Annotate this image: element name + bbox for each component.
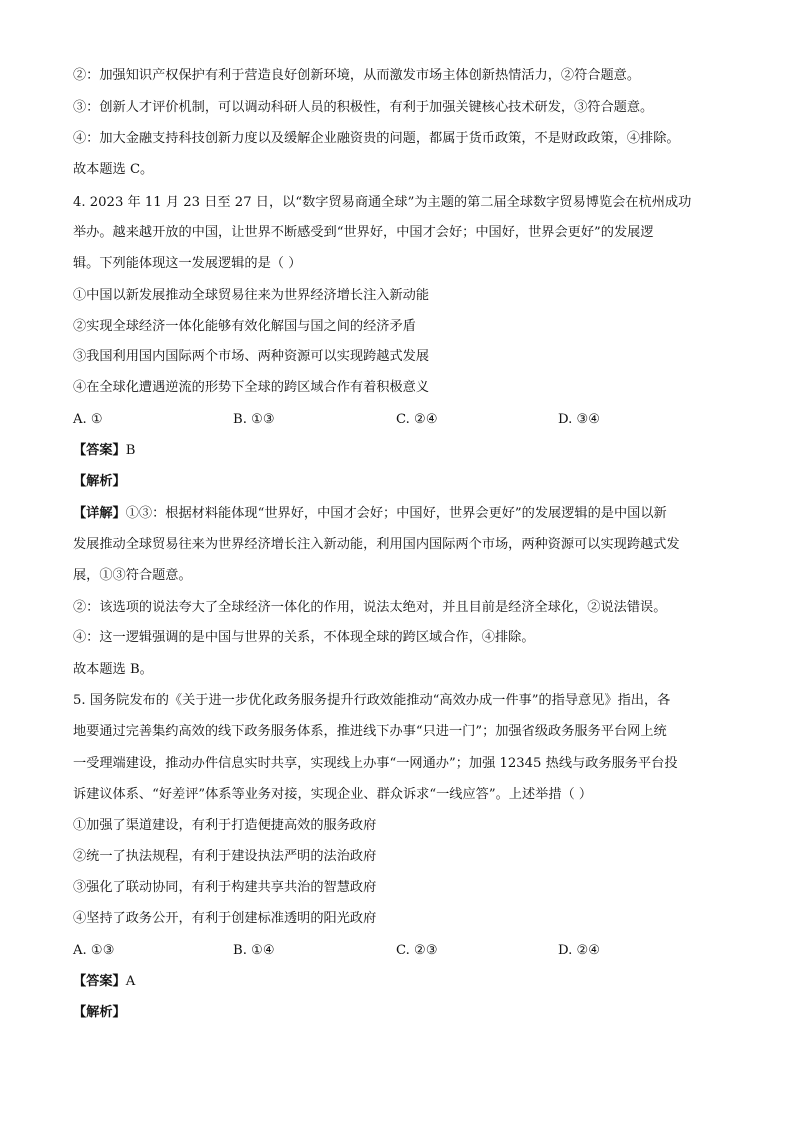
q4-stem-line-1: 4. 2023 年 11 月 23 日至 27 日，以“数字贸易商通全球”为主题的第二届全球数字贸易博览会在杭州成功 [73, 195, 692, 210]
q4-detail-line-2: 发展推动全球贸易往来为世界经济增长注入新动能，利用国内国际两个市场，两种资源可以实现跨越式发 [73, 537, 680, 552]
q4-detail-line-5: ④：这一逻辑强调的是中国与世界的关系，不体现全球的跨区域合作，④排除。 [73, 630, 535, 645]
q5-answer-line [73, 973, 734, 991]
q5-option-a: A. ①③ [73, 943, 115, 958]
q4-answer-line [73, 442, 734, 460]
q5-answer-tag: 【答案】 [73, 974, 126, 989]
q4-conclusion: 故本题选 B。 [73, 662, 153, 677]
q5-stem-line-1: 5. 国务院发布的《关于进一步优化政务服务提升行政效能推动“高效办成一件事”的指导意见》指出，各 [73, 693, 671, 708]
q4-detail-line-4: ②：该选项的说法夸大了全球经济一体化的作用，说法太绝对，并且目前是经济全球化，②说法错误。 [73, 600, 667, 615]
q4-statement-1: ①中国以新发展推动全球贸易往来为世界经济增长注入新动能 [73, 288, 430, 303]
q4-statement-2: ②实现全球经济一体化能够有效化解国与国之间的经济矛盾 [73, 319, 416, 334]
q5-statement-2: ②统一了执法规程，有利于建设执法严明的法治政府 [73, 849, 377, 864]
q4-answer-value: B [125, 443, 136, 458]
q4-option-a: A. ① [73, 412, 103, 427]
q5-option-b: B. ①④ [233, 943, 275, 958]
q4-option-b: B. ①③ [233, 412, 275, 427]
prev-conclusion: 故本题选 C。 [73, 162, 154, 177]
q5-statement-4: ④坚持了政务公开，有利于创建标准透明的阳光政府 [73, 911, 377, 926]
q4-detail-tag: 【详解】 [73, 506, 126, 521]
prev-analysis-line-4: ④：加大金融支持科技创新力度以及缓解企业融资贵的问题，都属于货币政策，不是财政政策，④排除。 [73, 131, 680, 146]
q4-statement-3: ③我国利用国内国际两个市场、两种资源可以实现跨越式发展 [73, 349, 430, 364]
q5-statement-1: ①加强了渠道建设，有利于打造便捷高效的服务政府 [73, 818, 377, 833]
q4-statement-4: ④在全球化遭遇逆流的形势下全球的跨区域合作有着积极意义 [73, 380, 430, 395]
prev-analysis-line-2: ②：加强知识产权保护有利于营造良好创新环境，从而激发市场主体创新热情活力，②符合题意。 [73, 68, 641, 83]
prev-analysis-line-3: ③：创新人才评价机制，可以调动科研人员的积极性，有利于加强关键核心技术研发，③符合题意。 [73, 100, 654, 115]
q4-analysis-tag: 【解析】 [73, 474, 126, 489]
q5-stem-line-4: 诉建议体系、“好差评”体系等业务对接，实现企业、群众诉求“一线应答”。上述举措（ ） [73, 787, 593, 802]
q4-option-d: D. ③④ [558, 412, 601, 427]
q5-option-d: D. ②④ [558, 943, 601, 958]
q4-stem-line-2: 举办。越来越开放的中国，让世界不断感受到“世界好，中国才会好；中国好，世界会更好”的发展逻 [73, 225, 654, 240]
q5-statement-3: ③强化了联动协同，有利于构建共享共治的智慧政府 [73, 880, 377, 895]
q4-stem-line-3: 辑。下列能体现这一发展逻辑的是（ ） [73, 256, 302, 271]
q5-stem-line-2: 地要通过完善集约高效的线下政务服务体系，推进线下办事“只进一门”；加强省级政务服务平台网上统 [73, 724, 667, 739]
q4-option-c: C. ②④ [396, 412, 438, 427]
q5-answer-value: A [125, 974, 136, 989]
q4-detail-line-3: 展，①③符合题意。 [73, 568, 192, 583]
q4-detail-text-1: ①③：根据材料能体现“世界好，中国才会好；中国好，世界会更好”的发展逻辑的是中国以新 [125, 506, 667, 521]
q5-analysis-tag: 【解析】 [73, 1005, 126, 1020]
q5-option-c: C. ②③ [396, 943, 438, 958]
q4-detail-line-1 [73, 505, 734, 523]
q4-answer-tag: 【答案】 [73, 443, 126, 458]
q5-stem-line-3: 一受理端建设，推动办件信息实时共享，实现线上办事“一网通办”；加强 12345 热线与政务服务平台投 [73, 756, 678, 771]
